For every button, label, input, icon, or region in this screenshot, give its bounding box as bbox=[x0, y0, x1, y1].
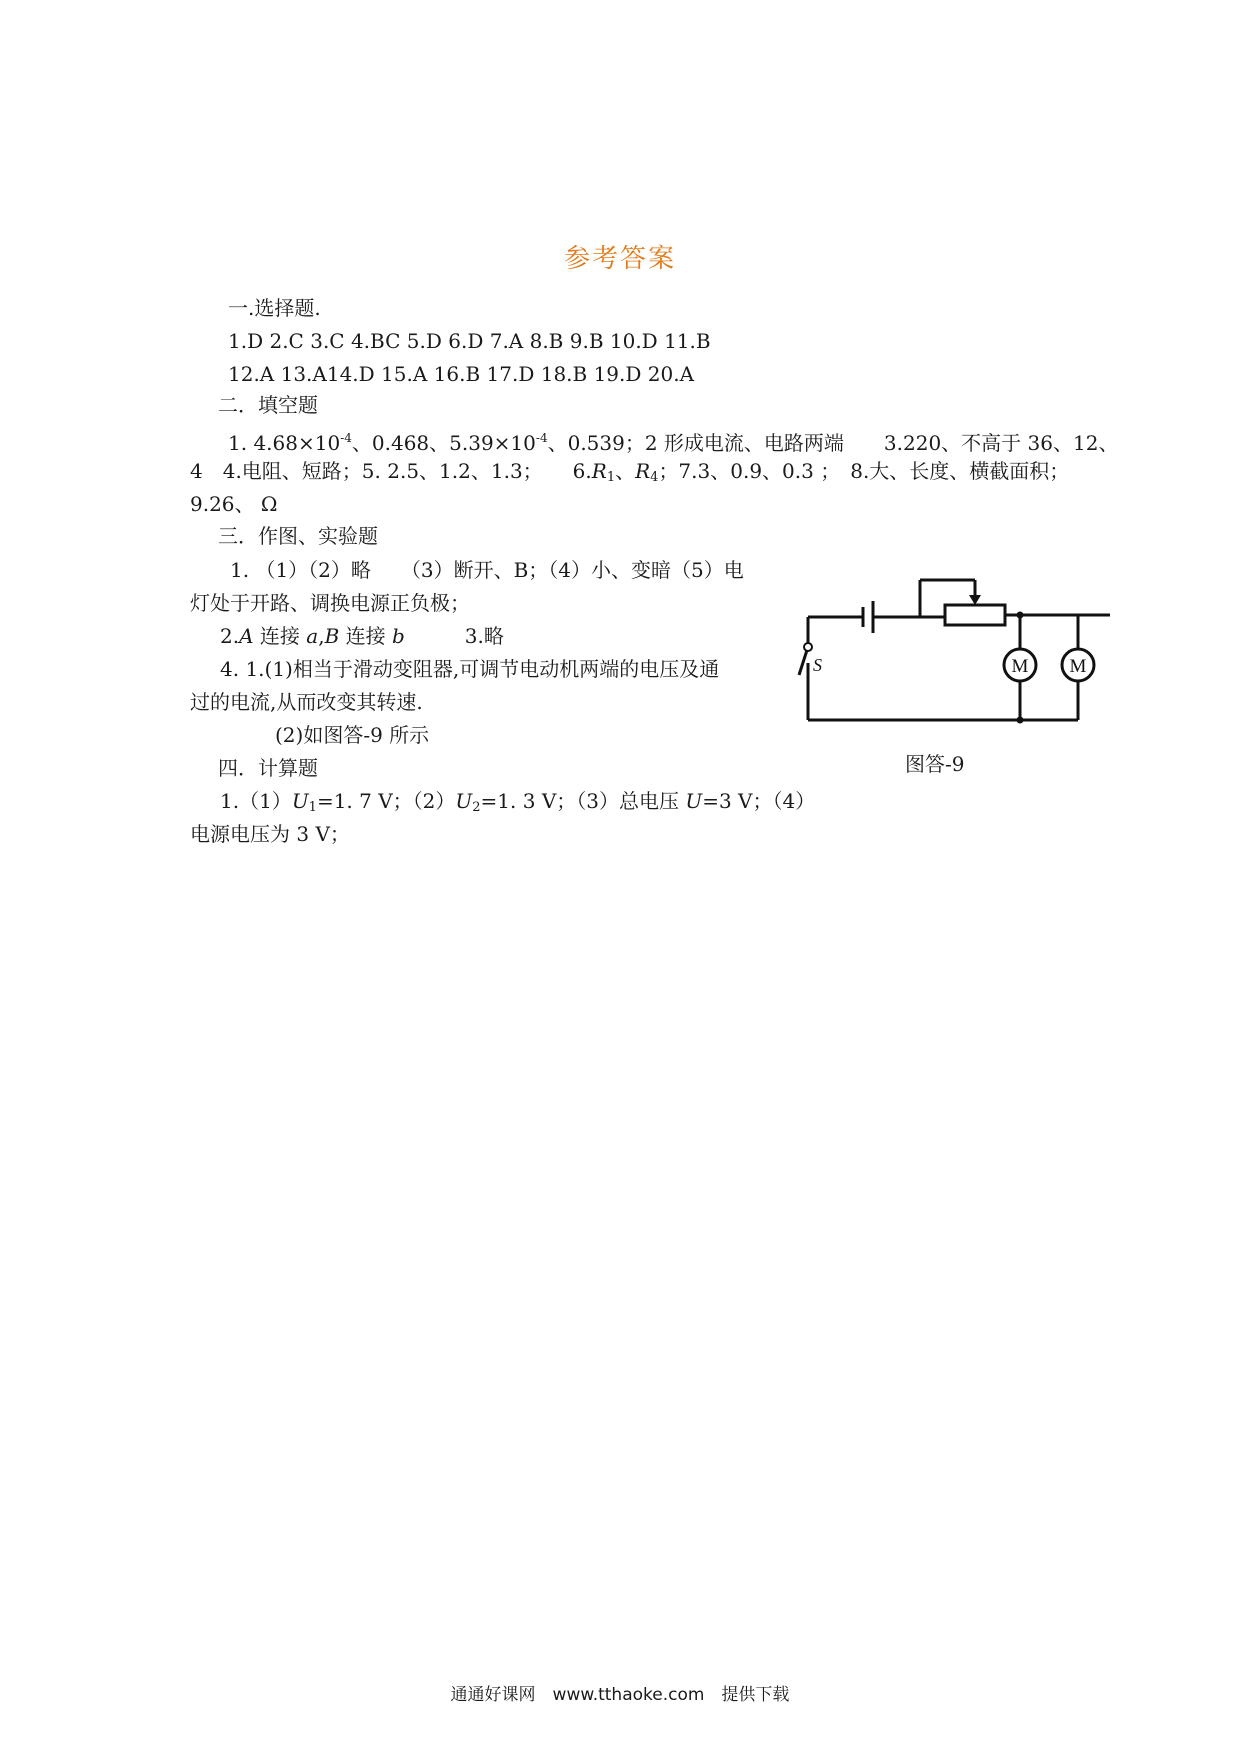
switch-label: S bbox=[813, 655, 822, 675]
junction-dot-bottom bbox=[1017, 717, 1024, 724]
page-title: 参考答案 bbox=[563, 244, 676, 274]
junction-dot-top bbox=[1017, 612, 1024, 619]
section3-q4-line1: 4. 1.(1)相当于滑动变阻器,可调节电动机两端的电压及通 bbox=[220, 657, 720, 681]
section2-heading: 二．填空题 bbox=[218, 393, 318, 417]
section4-line1: $1.(1)U_1=1$. 7 V；$(2)U_2=1$. 3 V；（3）总电压 U=3 V；（4） bbox=[220, 789, 816, 815]
section3-q1-line2: 灯处于开路、调换电源正负极； bbox=[190, 591, 470, 615]
section1-heading: 一.选择题. bbox=[228, 296, 321, 320]
circuit-diagram bbox=[795, 565, 1125, 740]
motor-1-label: M bbox=[1011, 656, 1029, 677]
switch-pivot bbox=[804, 643, 812, 651]
section1-answers-row1: 1.D 2.C 3.C 4.BC 5.D 6.D 7.A 8.B 9.B 10.D 11.B bbox=[228, 329, 711, 353]
rheostat-body bbox=[945, 605, 1005, 625]
section2-line3: 9.26、 Ω bbox=[190, 492, 278, 516]
section2-line2: 4 4.电阻、短路；5. 2.5、1.2、1.3； $6.R_1$、$R_4$；7.3、0.9、0.3 ； 8.大、长度、横截面积； bbox=[190, 459, 1070, 485]
section3-q4-line3: (2)如图答-9 所示 bbox=[275, 723, 430, 747]
section1-answers-row2: 12.A 13.A14.D 15.A 16.B 17.D 18.B 19.D 20.A bbox=[228, 362, 695, 386]
section3-q4-line2: 过的电流,从而改变其转速. bbox=[190, 690, 423, 714]
motor-2-label: M bbox=[1069, 656, 1087, 677]
section4-line2: 电源电压为 3 V； bbox=[190, 822, 350, 846]
figure-caption: 图答-9 bbox=[905, 752, 965, 776]
section2-line1: 1. $4.68\times 10^{-4}$、0.468、$5.39\times 10^{-4}$、0.539；2 形成电流、电路两端 3.220、不高于 36、12、 bbox=[228, 431, 1119, 455]
section4-heading: 四．计算题 bbox=[218, 756, 318, 780]
section3-heading: 三．作图、实验题 bbox=[218, 524, 378, 548]
section3-q1-line1: 1. （1）（2）略 （3）断开、B；（4）小、变暗（5）电 bbox=[230, 558, 744, 582]
section3-q2: 2.A 连接 a,B 连接 b 3.略 bbox=[220, 624, 504, 648]
page-footer: 通通好课网 www.tthaoke.com 提供下载 bbox=[450, 1685, 790, 1705]
